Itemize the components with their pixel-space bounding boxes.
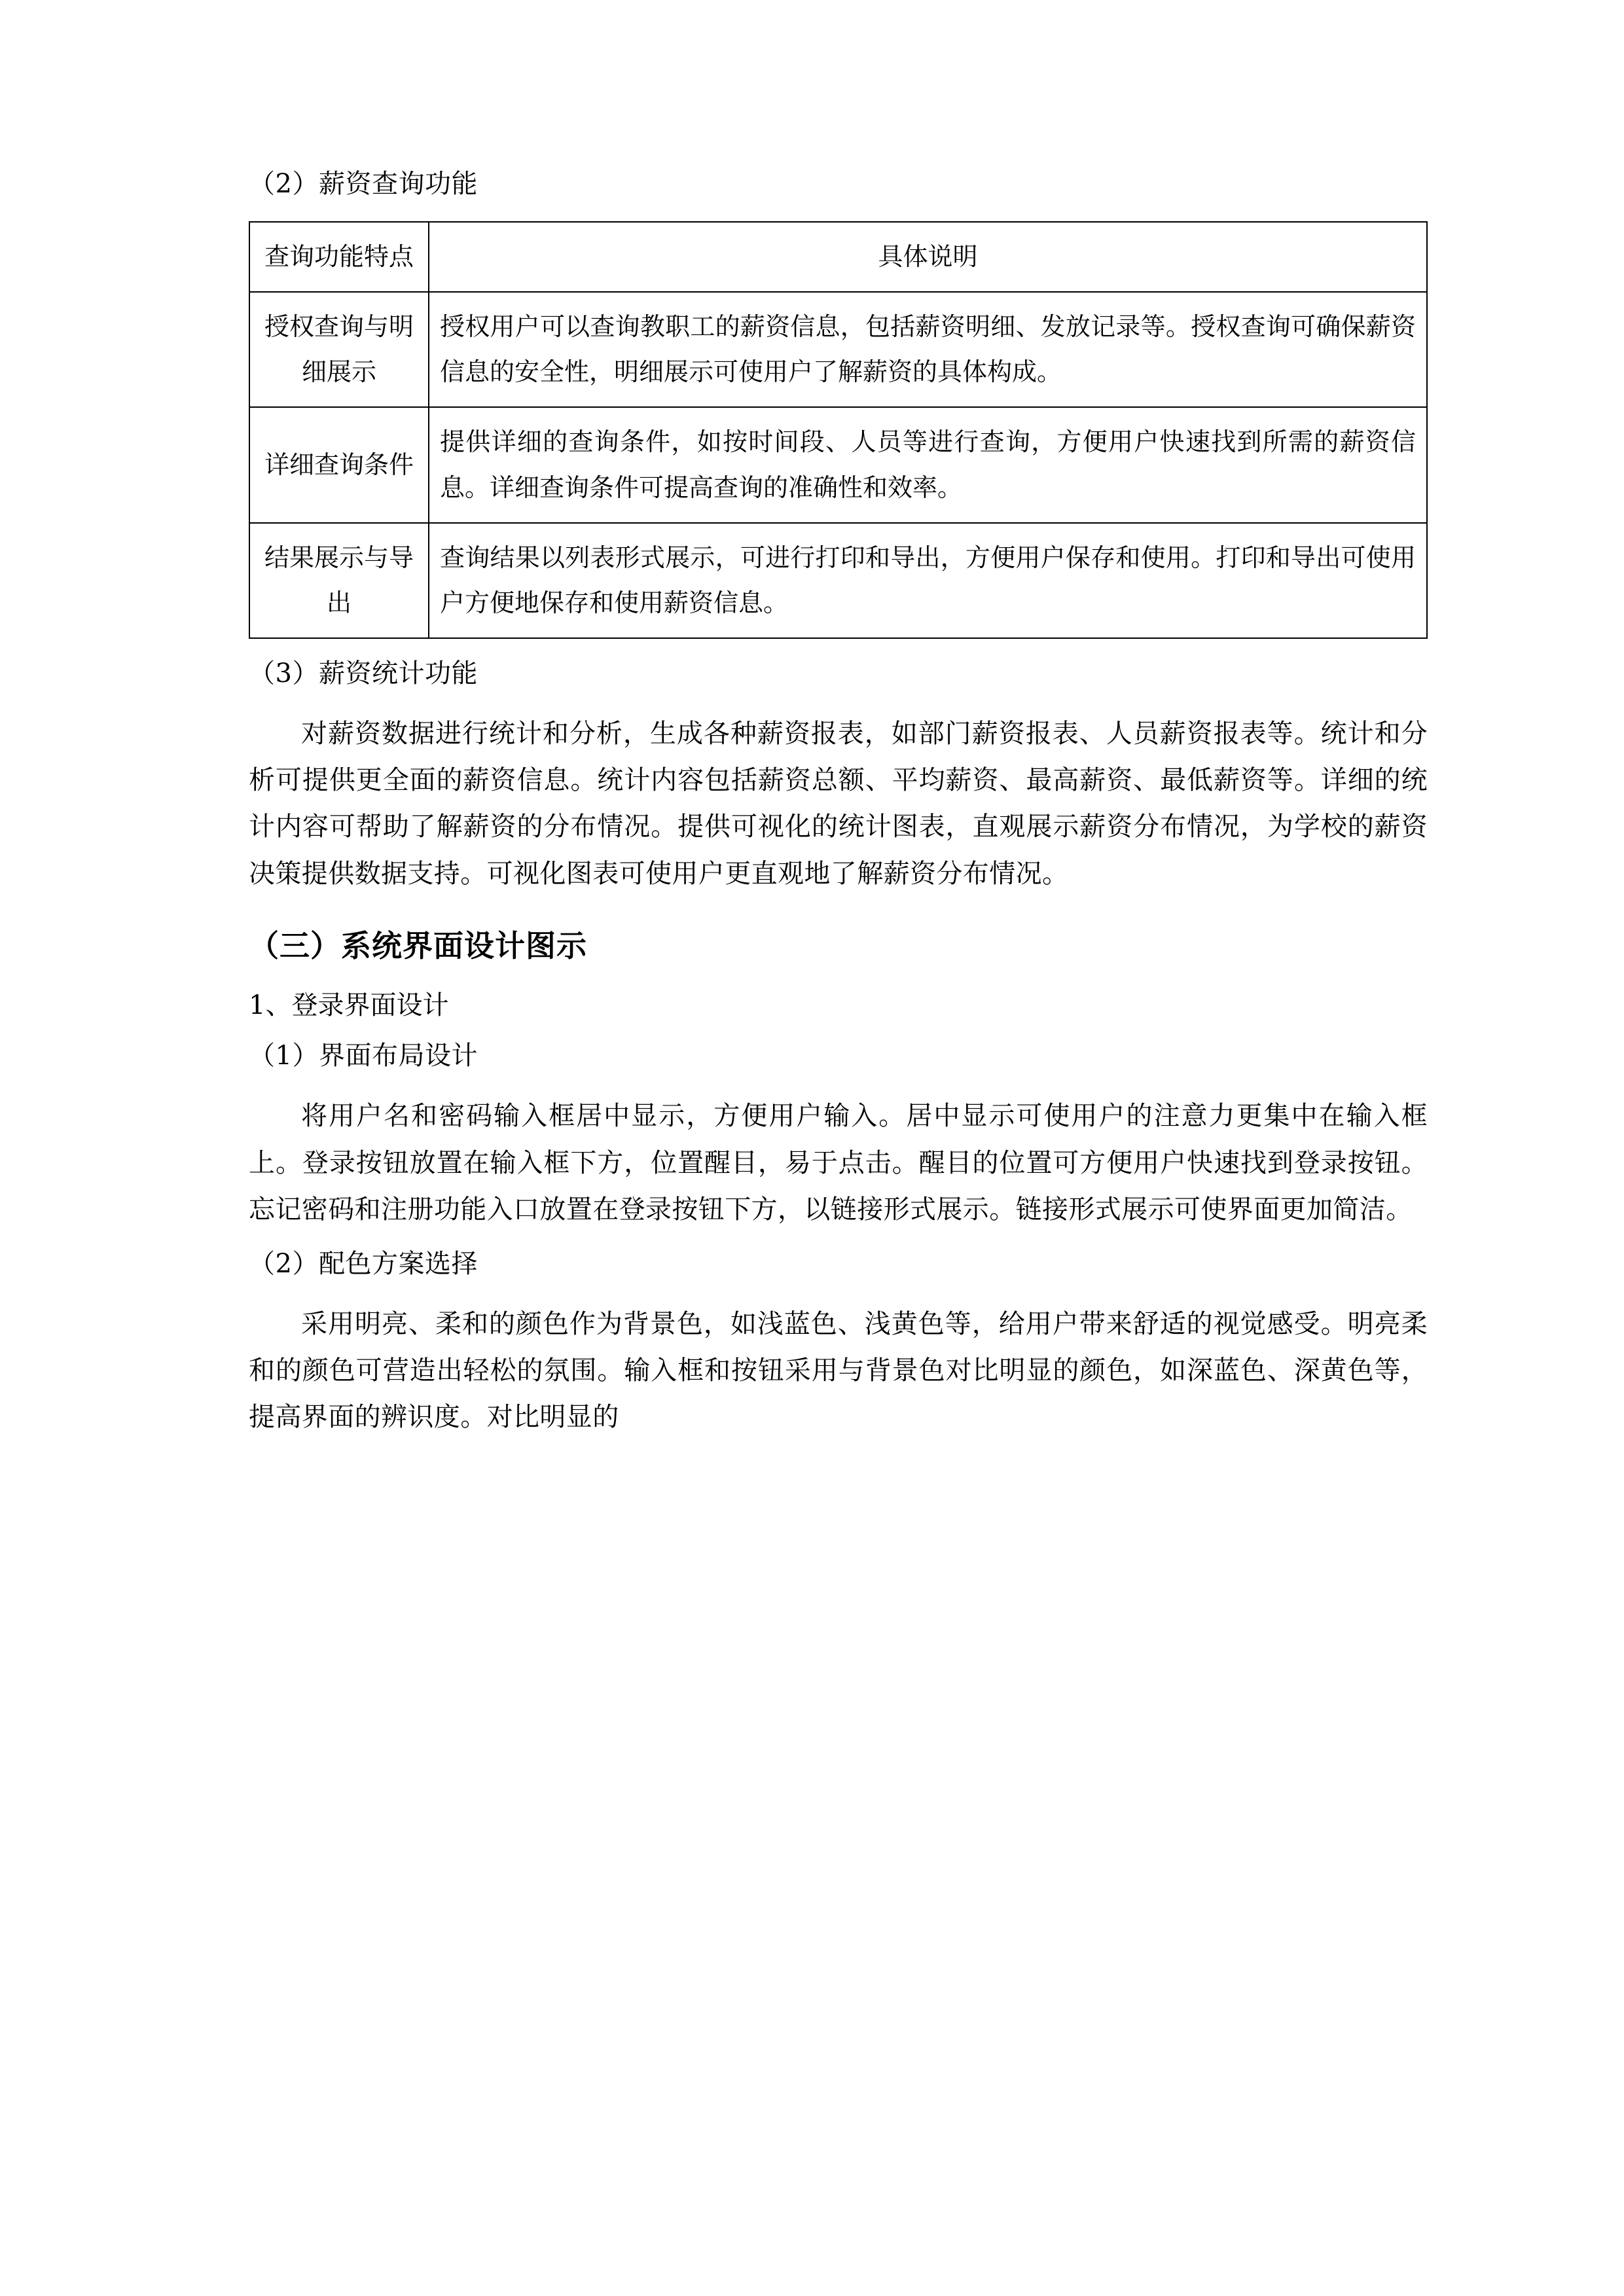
section-stat-label: （3）薪资统计功能 <box>249 658 478 689</box>
table-header-row <box>249 222 1427 292</box>
table-cell-description: 查询结果以列表形式展示，可进行打印和导出，方便用户保存和使用。打印和导出可使用户方便地保存和使用薪资信息。 <box>429 523 1427 638</box>
color-scheme-paragraph: 采用明亮、柔和的颜色作为背景色，如浅蓝色、浅黄色等，给用户带来舒适的视觉感受。明亮柔和的颜色可营造出轻松的氛围。输入框和按钮采用与背景色对比明显的颜色，如深蓝色、深黄色等，提高界面的辨识度。对比明显的 <box>249 1309 1428 1433</box>
table-cell-description: 授权用户可以查询教职工的薪资信息，包括薪资明细、发放记录等。授权查询可确保薪资信息的安全性，明细展示可使用户了解薪资的具体构成。 <box>429 292 1427 407</box>
section-ui-heading: （三）系统界面设计图示 <box>249 927 587 963</box>
table-row <box>249 407 1427 522</box>
paragraph-spacer <box>249 1237 1428 1244</box>
table-header-description: 具体说明 <box>429 222 1427 292</box>
layout-design-paragraph: 将用户名和密码输入框居中显示，方便用户输入。居中显示可使用户的注意力更集中在输入框上。登录按钮放置在输入框下方，位置醒目，易于点击。醒目的位置可方便用户快速找到登录按钮。忘记密码和注册功能入口放置在登录按钮下方，以链接形式展示。链接形式展示可使界面更加简洁。 <box>249 1101 1428 1225</box>
table-cell-description: 提供详细的查询条件，如按时间段、人员等进行查询，方便用户快速找到所需的薪资信息。详细查询条件可提高查询的准确性和效率。 <box>429 407 1427 522</box>
table-header-feature: 查询功能特点 <box>249 222 429 292</box>
color-scheme-label: （2）配色方案选择 <box>249 1249 478 1279</box>
table-cell-feature: 详细查询条件 <box>249 407 429 522</box>
section-query-label: （2）薪资查询功能 <box>249 169 478 199</box>
layout-design-label: （1）界面布局设计 <box>249 1041 478 1071</box>
table-row <box>249 292 1427 407</box>
table-cell-feature: 授权查询与明细展示 <box>249 292 429 407</box>
section-stat-paragraph: 对薪资数据进行统计和分析，生成各种薪资报表，如部门薪资报表、人员薪资报表等。统计和分析可提供更全面的薪资信息。统计内容包括薪资总额、平均薪资、最高薪资、最低薪资等。详细的统计内容可帮助了解薪资的分布情况。提供可视化的统计图表，直观展示薪资分布情况，为学校的薪资决策提供数据支持。可视化图表可使用户更直观地了解薪资分布情况。 <box>249 719 1428 889</box>
query-feature-table <box>249 221 1428 639</box>
table-cell-feature: 结果展示与导出 <box>249 523 429 638</box>
section-ui-subheading: 1、登录界面设计 <box>249 990 449 1021</box>
table-row <box>249 523 1427 638</box>
